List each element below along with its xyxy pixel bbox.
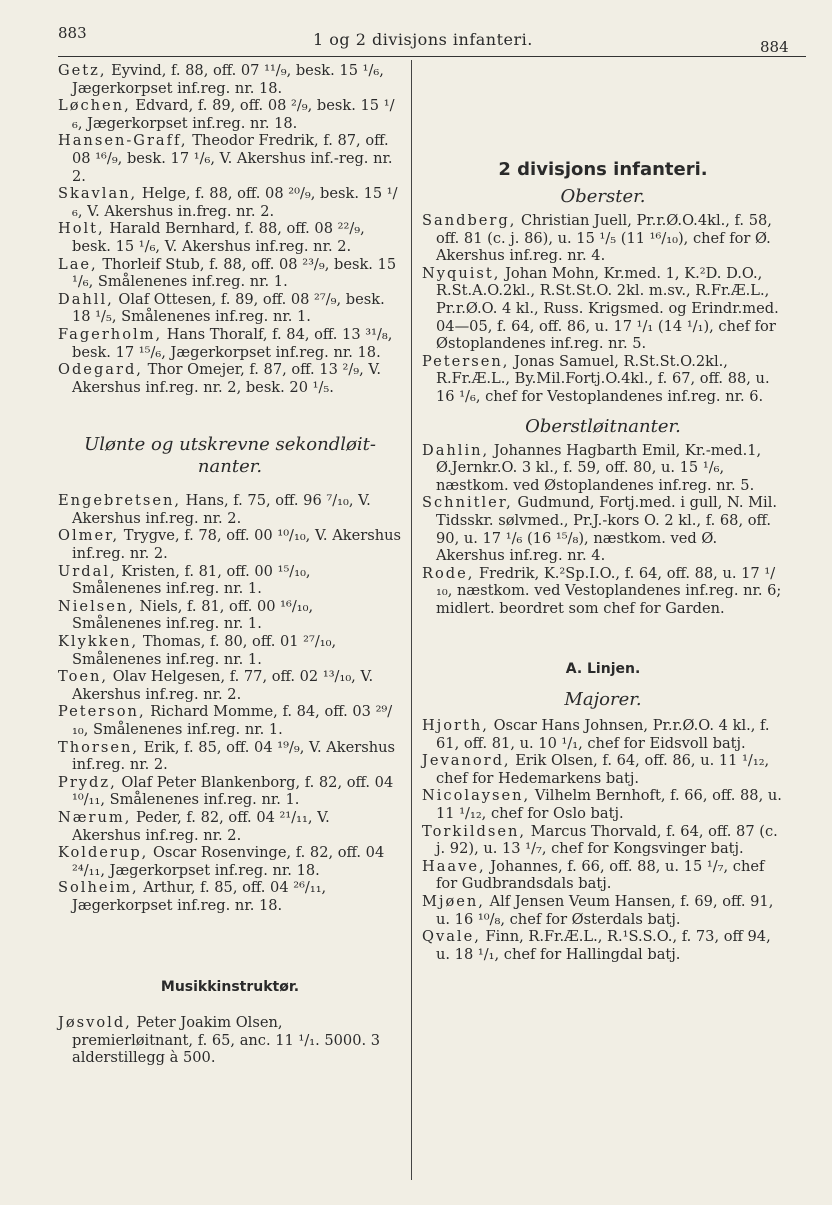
officer-entry: Thorsen, Erik, f. 85, off. 04 ¹⁹/₉, V. Akershus inf.reg. nr. 2.	[58, 738, 396, 774]
officer-entry: Kolderup, Oscar Rosenvinge, f. 82, off. 04 ²⁴/₁₁, Jægerkorpset inf.reg. nr. 18.	[58, 844, 385, 879]
officer-entry: Prydz, Olaf Peter Blankenborg, f. 82, off. 04 ¹⁰/₁₁, Smålenenes inf.reg. nr. 1.	[58, 773, 394, 809]
officer-entry: Haave, Johannes, f. 66, off. 88, u. 15 ¹/₇, chef for Gudbrandsdals batj.	[422, 857, 765, 893]
page-number-right: 884	[760, 38, 789, 56]
running-title: 1 og 2 divisjons infanteri.	[313, 30, 533, 49]
officer-entry: Nielsen, Niels, f. 81, off. 00 ¹⁶/₁₀, Smålenenes inf.reg. nr. 1.	[58, 597, 314, 633]
officer-list-top	[58, 62, 402, 396]
officer-entry: Løchen, Edvard, f. 89, off. 08 ²/₉, besk. 15 ¹/₆, Jægerkorpset inf.reg. nr. 18.	[58, 97, 395, 132]
officer-entry: Skavlan, Helge, f. 88, off. 08 ²⁰/₉, besk. 15 ¹/₆, V. Akershus in.freg. nr. 2.	[58, 185, 398, 220]
section-heading-music-instructor: Musikkinstruktør.	[160, 978, 300, 995]
section-heading-lieutenant-colonels: Oberstløitnanter.	[525, 415, 681, 437]
officer-entry: Toen, Olav Helgesen, f. 77, off. 02 ¹³/₁₀, V. Akershus inf.reg. nr. 2.	[58, 668, 374, 703]
officer-entry: Nicolaysen, Vilhelm Bernhoft, f. 66, off. 88, u. 11 ¹/₁₂, chef for Oslo batj.	[422, 787, 782, 823]
officer-entry: Rode, Fredrik, K.²Sp.I.O., f. 64, off. 88, u. 17 ¹/₁₀, næstkom. ved Vestoplandenes inf.reg. nr. 6; midlert. beordret som chef for Garden.	[422, 564, 782, 617]
colonels-list	[422, 212, 784, 406]
section-heading-line: A. Linjen.	[565, 661, 641, 678]
right-column	[422, 62, 784, 963]
left-column	[58, 62, 402, 1067]
officer-entry: Olmer, Trygve, f. 78, off. 00 ¹⁰/₁₀, V. Akershus inf.reg. nr. 2.	[58, 527, 401, 563]
officer-entry: Dahll, Olaf Ottesen, f. 89, off. 08 ²⁷/₉, besk. 18 ¹/₅, Smålenenes inf.reg. nr. 1.	[58, 290, 385, 326]
officer-entry: Lae, Thorleif Stub, f. 88, off. 08 ²³/₉, besk. 15 ¹/₆, Smålenenes inf.reg. nr. 1.	[58, 255, 397, 291]
officer-entry: Torkildsen, Marcus Thorvald, f. 64, off. 87 (c. j. 92), u. 13 ¹/₇, chef for Kongsvinger batj.	[422, 822, 778, 858]
officer-entry: Nærum, Peder, f. 82, off. 04 ²¹/₁₁, V. Akershus inf.reg. nr. 2.	[58, 808, 330, 844]
officer-entry: Hansen-Graff, Theodor Fredrik, f. 87, off. 08 ¹⁶/₉, besk. 17 ¹/₆, V. Akershus inf.-reg. nr. 2.	[58, 132, 393, 185]
officer-entry: Qvale, Finn, R.Fr.Æ.L., R.¹S.S.O., f. 73, off 94, u. 18 ¹/₁, chef for Hallingdal batj.	[422, 928, 771, 963]
column-divider	[411, 60, 412, 1180]
header-rule	[58, 56, 806, 57]
officer-entry: Mjøen, Alf Jensen Veum Hansen, f. 69, off. 91, u. 16 ¹⁰/₈, chef for Østerdals batj.	[422, 893, 774, 928]
section-heading-majors: Majorer.	[564, 689, 642, 711]
officer-entry: Hjorth, Oscar Hans Johnsen, Pr.r.Ø.O. 4 kl., f. 61, off. 81, u. 10 ¹/₁, chef for Eidsvoll batj.	[422, 717, 770, 752]
officer-entry: Jøsvold, Peter Joakim Olsen, premierløitnant, f. 65, anc. 11 ¹/₁. 5000. 3 alderstillegg à 500.	[58, 1014, 381, 1067]
officer-entry: Engebretsen, Hans, f. 75, off. 96 ⁷/₁₀, V. Akershus inf.reg. nr. 2.	[58, 492, 371, 527]
lieutenant-colonels-list	[422, 442, 784, 618]
officer-entry: Nyquist, Johan Mohn, Kr.med. 1, K.²D. D.O., R.St.A.O.2kl., R.St.St.O. 2kl. m.sv., R.Fr.Æ.L., Pr.r.Ø.O. 4 kl., Russ. Krigsmed. og Erindr.med. 04—05, f. 64, off. 86, u. 17 ¹/₁ (14 ¹/₁), chef for Østoplandenes inf.reg. nr. 5.	[422, 264, 779, 353]
officer-entry: Jevanord, Erik Olsen, f. 64, off. 86, u. 11 ¹/₁₂, chef for Hedemarkens batj.	[422, 752, 770, 787]
officer-entry: Dahlin, Johannes Hagbarth Emil, Kr.-med.1, Ø.Jernkr.O. 3 kl., f. 59, off. 80, u. 15 ¹/₆, næstkom. ved Østoplandenes inf.reg. nr. 5.	[422, 441, 762, 494]
officer-entry: Holt, Harald Bernhard, f. 88, off. 08 ²²/₉, besk. 15 ¹/₆, V. Akershus inf.reg. nr. 2.	[58, 220, 365, 255]
officer-entry: Fagerholm, Hans Thoralf, f. 84, off. 13 ³¹/₈, besk. 17 ¹⁵/₆, Jægerkorpset inf.reg. nr. 18.	[58, 325, 393, 361]
officer-entry: Getz, Eyvind, f. 88, off. 07 ¹¹/₉, besk. 15 ¹/₆, Jægerkorpset inf.reg. nr. 18.	[58, 62, 384, 97]
officer-entry: Odegard, Thor Omejer, f. 87, off. 13 ²/₉, V. Akershus inf.reg. nr. 2, besk. 20 ¹/₅.	[58, 361, 382, 396]
officer-entry: Urdal, Kristen, f. 81, off. 00 ¹⁵/₁₀, Smålenenes inf.reg. nr. 1.	[58, 562, 311, 598]
section-heading-unpaid-lieutenants: Ulønte og utskrevne sekondløit-nanter.	[84, 434, 376, 478]
officer-entry: Klykken, Thomas, f. 80, off. 01 ²⁷/₁₀, Smålenenes inf.reg. nr. 1.	[58, 633, 337, 668]
officer-entry: Petersen, Jonas Samuel, R.St.St.O.2kl., R.Fr.Æ.L., By.Mil.Fortj.O.4kl., f. 67, off. 88, u. 16 ¹/₆, chef for Vestoplandenes inf.reg. nr. 6.	[422, 352, 770, 405]
officer-entry: Solheim, Arthur, f. 85, off. 04 ²⁶/₁₁, Jægerkorpset inf.reg. nr. 18.	[58, 879, 327, 914]
officer-entry: Schnitler, Gudmund, Fortj.med. i gull, N. Mil. Tidsskr. sølvmed., Pr.J.-kors O. 2 kl., f. 68, off. 90, u. 17 ¹/₆ (16 ¹⁵/₈), næstkom. ved Ø. Akershus inf.reg. nr. 4.	[422, 494, 778, 565]
officer-entry: Peterson, Richard Momme, f. 84, off. 03 ²⁹/₁₀, Smålenenes inf.reg. nr. 1.	[58, 703, 393, 738]
majors-list	[422, 717, 784, 963]
officer-list-unpaid	[58, 492, 402, 914]
section-heading-colonels: Oberster.	[560, 186, 646, 207]
officer-entry: Sandberg, Christian Juell, Pr.r.Ø.O.4kl., f. 58, off. 81 (c. j. 86), u. 15 ¹/₅ (11 ¹⁶/₁₀), chef for Ø. Akershus inf.reg. nr. 4.	[422, 212, 772, 265]
division-heading: 2 divisjons infanteri.	[498, 159, 708, 180]
page-number-left: 883	[58, 24, 87, 42]
